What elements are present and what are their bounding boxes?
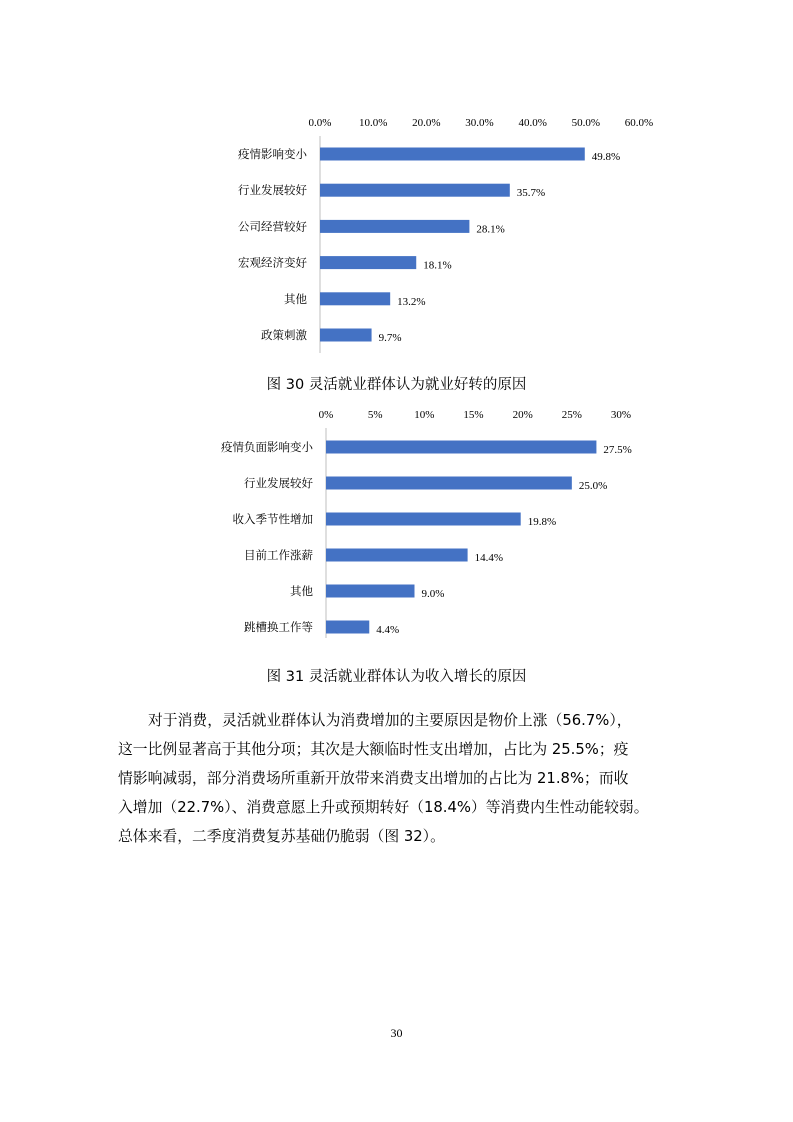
paragraph-line: 总体来看，二季度消费复苏基础仍脆弱（图 32）。 (118, 828, 445, 845)
data-label: 27.5% (603, 444, 632, 456)
bar (326, 441, 596, 454)
x-tick-label: 10.0% (358, 117, 388, 129)
x-tick-label: 10% (414, 409, 435, 421)
x-tick-label: 0.0% (308, 117, 332, 129)
x-tick-label: 30% (610, 409, 632, 421)
x-tick-label: 30.0% (465, 117, 494, 129)
bar (326, 477, 572, 490)
category-label: 跳槽换工作等 (244, 620, 313, 634)
page-number: 30 (390, 1026, 403, 1040)
data-label: 9.7% (378, 332, 402, 344)
bar (320, 292, 390, 305)
x-tick-label: 15% (463, 409, 484, 421)
category-label: 疫情负面影响变小 (221, 440, 313, 454)
x-tick-label: 60.0% (624, 117, 654, 129)
data-label: 28.1% (476, 223, 505, 236)
x-tick-label: 20.0% (412, 117, 441, 129)
x-tick-label: 25% (561, 409, 582, 421)
bar (326, 621, 369, 634)
x-tick-label: 0% (318, 409, 334, 421)
bar (320, 148, 585, 161)
bar (320, 256, 416, 269)
bar (320, 184, 510, 197)
category-label: 其他 (284, 291, 307, 306)
data-label: 25.0% (578, 480, 608, 492)
chart-employment-improvement-reasons (0, 108, 793, 358)
x-tick-label: 40.0% (518, 117, 547, 129)
paragraph-line: 入增加（22.7%）、消费意愿上升或预期转好（18.4%）等消费内生性动能较弱。 (118, 799, 649, 816)
data-label: 9.0% (421, 588, 445, 600)
x-tick-label: 50.0% (571, 117, 601, 129)
data-label: 4.4% (376, 624, 400, 636)
data-label: 35.7% (516, 187, 546, 200)
bar (320, 220, 469, 233)
chart-caption-fig31: 图 31 灵活就业群体认为收入增长的原因 (266, 669, 527, 685)
bar (320, 329, 372, 342)
bar (326, 513, 521, 526)
category-label: 其他 (290, 584, 313, 598)
x-tick-label: 5% (367, 409, 383, 421)
data-label: 19.8% (527, 516, 557, 528)
paragraph-line: 情影响减弱，部分消费场所重新开放带来消费支出增加的占比为 21.8%；而收 (118, 770, 629, 787)
body-paragraph (118, 706, 684, 851)
category-label: 公司经营较好 (238, 219, 307, 234)
x-tick-label: 20% (512, 409, 533, 421)
bar (326, 549, 468, 562)
category-label: 行业发展较好 (244, 476, 313, 490)
data-label: 49.8% (591, 151, 621, 163)
paragraph-line: 对于消费，灵活就业群体认为消费增加的主要原因是物价上涨（56.7%）， (148, 712, 632, 729)
category-label: 疫情影响变小 (238, 147, 307, 161)
data-label: 14.4% (474, 552, 504, 564)
category-label: 目前工作涨薪 (244, 548, 313, 562)
chart-income-growth-reasons (0, 400, 793, 640)
paragraph-line: 这一比例显著高于其他分项；其次是大额临时性支出增加，占比为 25.5%；疫 (118, 741, 629, 758)
category-label: 政策刺激 (261, 328, 307, 342)
data-label: 13.2% (397, 295, 426, 308)
category-label: 收入季节性增加 (232, 512, 313, 526)
bar (326, 585, 415, 598)
chart-caption-fig30: 图 30 灵活就业群体认为就业好转的原因 (266, 377, 527, 393)
category-label: 行业发展较好 (238, 183, 307, 198)
category-label: 宏观经济变好 (238, 255, 307, 270)
data-label: 18.1% (423, 259, 452, 272)
